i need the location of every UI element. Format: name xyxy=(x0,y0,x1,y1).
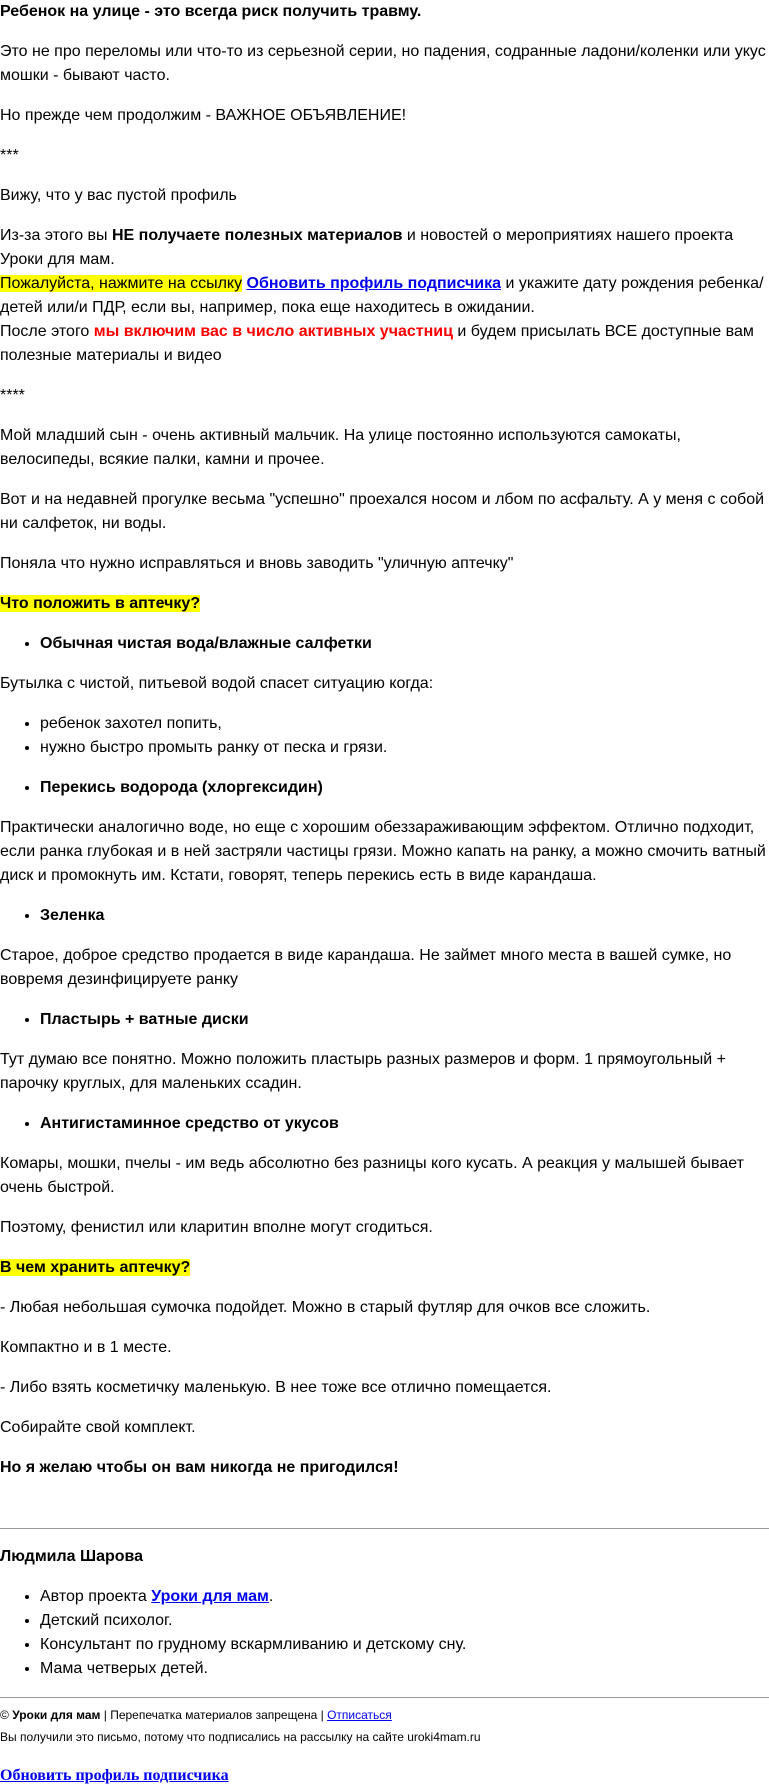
author-detail-text: . xyxy=(268,1588,274,1605)
notice-emphasis: НЕ получаете полезных материалов xyxy=(111,227,403,244)
notice-highlight: Пожалуйста, нажмите на ссылку xyxy=(0,275,243,292)
empty-profile-text: Вижу, что у вас пустой профиль xyxy=(0,187,237,204)
item-heading-list xyxy=(0,904,769,928)
section-heading xyxy=(0,1256,769,1280)
unsubscribe-link[interactable]: Отписаться xyxy=(327,1708,392,1722)
item-text: Практически аналогично воде, но еще с хорошим обеззараживающим эффектом. Отлично подходит, если ранка глубокая и в ней застряли частицы грязи. Можно капать на ранку, а можно смочить ватный диск и промокнуть им. Кстати, говорят, теперь перекись есть в виде карандаша. xyxy=(0,819,766,884)
story-paragraph: Мой младший сын - очень активный мальчик. На улице постоянно используются самокаты, велосипеды, всякие палки, камни и прочее. xyxy=(0,427,681,468)
notice-text: и будем присылать ВСЕ доступные вам полезные материалы и видео xyxy=(0,323,754,364)
list-item: • нужно быстро промыть ранку от песка и грязи. xyxy=(40,736,769,760)
store-paragraph: - Либо взять косметичку маленькую. В нее тоже все отлично помещается. xyxy=(0,1379,552,1396)
author-name: Людмила Шарова xyxy=(0,1548,144,1565)
notice-text: и укажите дату рождения ребенка/детей или/и ПДР, если вы, например, пока еще находитесь в ожидании. xyxy=(0,275,764,316)
separator-stars: **** xyxy=(0,387,25,404)
item-sub-list xyxy=(0,712,769,760)
notice-line-1 xyxy=(0,224,769,272)
notice-text: После этого xyxy=(0,323,94,340)
separator-stars: *** xyxy=(0,147,19,164)
item-heading: • Пластырь + ватные диски xyxy=(40,1008,769,1032)
announcement: Но прежде чем продолжим - ВАЖНОЕ ОБЪЯВЛЕНИЕ! xyxy=(0,107,407,124)
store-paragraph: - Любая небольшая сумочка подойдет. Можно в старый футляр для очков все сложить. xyxy=(0,1299,651,1316)
item-heading: • Перекись водорода (хлоргексидин) xyxy=(40,776,769,800)
item-heading: • Антигистаминное средство от укусов xyxy=(40,1112,769,1136)
item-text: Поэтому, фенистил или кларитин вполне могут сгодиться. xyxy=(0,1219,433,1236)
story-paragraph: Поняла что нужно исправляться и вновь заводить "уличную аптечку" xyxy=(0,555,514,572)
section-heading xyxy=(0,592,769,616)
notice-text: и новостей о мероприятиях нашего проекта Уроки для мам. xyxy=(0,227,734,268)
item-text: Тут думаю все понятно. Можно положить пластырь разных размеров и форм. 1 прямоугольный + парочку круглых, для маленьких ссадин. xyxy=(0,1051,726,1092)
footer-copyright xyxy=(0,1706,769,1724)
item-text: Бутылка с чистой, питьевой водой спасет ситуацию когда: xyxy=(0,675,434,692)
footer-text: | Перепечатка материалов запрещена | xyxy=(100,1708,328,1722)
author-detail: • Консультант по грудному вскармливанию и детскому сну. xyxy=(40,1633,769,1657)
notice-line-3 xyxy=(0,320,769,368)
author-detail xyxy=(40,1585,769,1609)
footer-note: Вы получили это письмо, потому что подписались на рассылку на сайте uroki4mam.ru xyxy=(0,1730,481,1744)
update-profile-link[interactable]: Обновить профиль подписчика xyxy=(246,275,501,292)
item-heading-list xyxy=(0,776,769,800)
item-text: Старое, доброе средство продается в виде карандаша. Не займет много места в вашей сумке, но вовремя дезинфицируете ранку xyxy=(0,947,732,988)
item-heading-list xyxy=(0,1008,769,1032)
store-paragraph: Собирайте свой комплект. xyxy=(0,1419,196,1436)
footer-text: © xyxy=(0,1708,13,1722)
author-detail: • Мама четверых детей. xyxy=(40,1657,769,1681)
item-heading: • Зеленка xyxy=(40,904,769,928)
author-details xyxy=(0,1585,769,1681)
footer-update xyxy=(0,1764,769,1788)
footer-brand: Уроки для мам xyxy=(12,1708,101,1722)
project-link[interactable]: Уроки для мам xyxy=(151,1588,269,1605)
item-heading-list xyxy=(0,1112,769,1136)
section-heading-text: Что положить в аптечку? xyxy=(0,595,201,612)
intro-paragraph: Это не про переломы или что-то из серьезной серии, но падения, содранные ладони/коленки или укус мошки - бывают часто. xyxy=(0,43,766,84)
footer xyxy=(0,1698,769,1788)
store-paragraph: Компактно и в 1 месте. xyxy=(0,1339,172,1356)
notice-line-2 xyxy=(0,272,769,320)
list-item: • ребенок захотел попить, xyxy=(40,712,769,736)
footer-update-profile-link[interactable]: Обновить профиль подписчика xyxy=(0,1767,229,1784)
item-heading-list xyxy=(0,632,769,656)
author-detail-text: Автор проекта xyxy=(40,1588,152,1605)
story-paragraph: Вот и на недавней прогулке весьма "успешно" проехался носом и лбом по асфальту. А у меня с собой ни салфеток, ни воды. xyxy=(0,491,765,532)
notice-red-emphasis: мы включим вас в число активных участниц xyxy=(93,323,453,340)
item-text: Комары, мошки, пчелы - им ведь абсолютно без разницы кого кусать. А реакция у малышей бывает очень быстрой. xyxy=(0,1155,744,1196)
section-heading-text: В чем хранить аптечку? xyxy=(0,1259,191,1276)
author-detail: • Детский психолог. xyxy=(40,1609,769,1633)
notice-text: Из-за этого вы xyxy=(0,227,112,244)
email-title: Ребенок на улице - это всегда риск получить травму. xyxy=(0,3,422,20)
profile-notice xyxy=(0,224,769,368)
closing-wish: Но я желаю чтобы он вам никогда не пригодился! xyxy=(0,1459,399,1476)
divider xyxy=(0,1528,769,1529)
item-heading: • Обычная чистая вода/влажные салфетки xyxy=(40,632,769,656)
